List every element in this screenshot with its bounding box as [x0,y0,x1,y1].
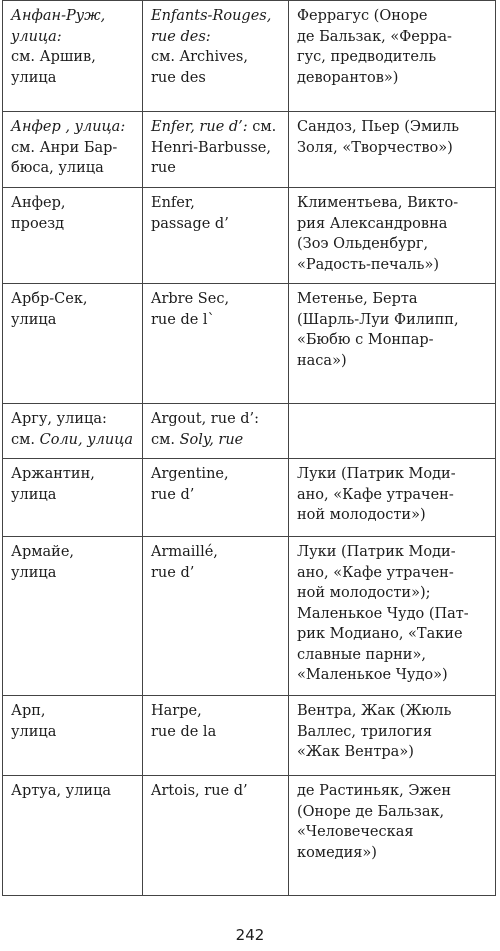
cell-line [11,6,137,27]
text-segment: улица [11,311,57,328]
french-street-name-cell [143,112,289,188]
text-segment: Арп, [11,703,46,719]
cell-line: Метенье, Берта [297,291,418,307]
cell-line [151,193,283,214]
text-segment: Arbre Sec, [151,291,230,307]
cell-line [11,409,137,430]
french-street-name-cell [143,284,289,404]
cell-line: «Человеческая [297,824,414,840]
cell-line: гус, предводитель [297,49,437,65]
cell-line [151,68,283,89]
text-segment: Армайе, [11,544,75,560]
table-row [3,776,496,896]
cell-line [11,289,137,310]
table-row [3,112,496,188]
table-row [3,1,496,112]
cell-line [151,464,283,485]
cell-line [151,6,283,27]
french-street-name-cell [143,1,289,112]
table-row [3,459,496,537]
russian-street-name-cell [3,776,143,896]
cell-line: ано, «Кафе утрачен- [297,564,454,581]
russian-street-name-cell [3,284,143,404]
character-reference-cell [289,1,496,112]
text-segment: см. Аршив, [11,49,96,65]
character-reference-cell [289,284,496,404]
cell-line [11,464,137,485]
table-row [3,537,496,696]
text-segment: бюса, улица [11,160,104,176]
text-segment: улица: [11,28,62,45]
text-segment: passage d’ [151,215,229,232]
text-segment: см. [11,431,40,448]
cell-line [11,158,137,179]
cell-line: Луки (Патрик Моди- [297,466,456,482]
cell-line: деворантов») [297,69,399,86]
text-segment: улица [11,486,57,503]
cell-line: (Оноре де Бальзак, [297,803,445,820]
text-segment: улица [11,69,57,86]
cell-line: славные парни», [297,646,426,663]
russian-street-name-cell [3,1,143,112]
cell-line: «Маленькое Чудо») [297,667,448,683]
text-segment: Harpe, [151,703,202,719]
cell-line [151,47,283,68]
french-street-name-cell [143,776,289,896]
character-reference-cell [289,188,496,284]
text-segment: Аргу, улица: [11,411,107,427]
cell-line: Вентра, Жак (Жюль [297,703,452,719]
character-reference-cell [289,776,496,896]
text-segment: rue de la [151,723,217,740]
cell-line [151,214,283,235]
text-segment: Арбр-Сек, [11,291,88,307]
cell-line [11,781,137,802]
text-segment: Соли, улица [39,431,133,448]
character-reference-cell [289,404,496,459]
character-reference-cell [289,537,496,696]
text-segment: Аржантин, [11,466,95,482]
cell-line: Феррагус (Оноре [297,8,428,24]
russian-street-name-cell [3,404,143,459]
cell-line [11,117,137,138]
cell-line: ано, «Кафе утрачен- [297,486,454,503]
cell-line: «Радость-печаль») [297,256,439,273]
text-segment: rue d’ [151,564,195,581]
street-index-table [2,0,496,896]
text-segment: Argout, rue d’: [151,411,260,427]
text-segment: rue de l` [151,311,215,328]
street-index-table-wrapper [2,0,495,896]
cell-line: «Бюбю с Монпар- [297,332,434,348]
french-street-name-cell [143,188,289,284]
text-segment: Анфер, [11,195,66,211]
russian-street-name-cell [3,459,143,537]
text-segment: Enfer, rue d’: [151,119,248,135]
table-body [3,1,496,896]
french-street-name-cell [143,696,289,776]
cell-line: Сандоз, Пьер (Эмиль [297,119,459,135]
russian-street-name-cell [3,112,143,188]
text-segment: rue d’ [151,486,195,503]
cell-line [151,310,283,331]
russian-street-name-cell [3,537,143,696]
cell-line [151,409,283,430]
cell-line [151,138,283,159]
russian-street-name-cell [3,696,143,776]
cell-line: де Бальзак, «Ферра- [297,28,452,45]
character-reference-cell [289,112,496,188]
text-segment: Анфер , улица: [11,119,126,135]
text-segment: см. [151,431,180,448]
text-segment: см. [247,119,277,135]
cell-line [11,68,137,89]
cell-line: рия Александровна [297,215,448,232]
text-segment: Henri-Barbusse, [151,139,271,156]
text-segment: улица [11,723,57,740]
text-segment: см. Archives, [151,49,248,65]
cell-line [11,310,137,331]
cell-line [11,563,137,584]
text-segment: Soly, rue [179,431,244,448]
text-segment: Enfants-Rouges, [151,8,272,24]
cell-line [11,722,137,743]
cell-line: Климентьева, Викто- [297,195,459,211]
cell-line [151,563,283,584]
cell-line: наса») [297,352,347,369]
cell-line [151,289,283,310]
cell-line [151,781,283,802]
french-street-name-cell [143,459,289,537]
cell-line [151,701,283,722]
cell-line [151,117,283,138]
cell-line [151,430,283,451]
cell-line [11,47,137,68]
page-number: 242 [235,926,265,944]
cell-line [151,722,283,743]
cell-line [11,193,137,214]
table-row [3,696,496,776]
cell-line: (Шарль-Луи Филипп, [297,311,459,328]
text-segment: Анфан-Руж, [11,8,106,24]
text-segment: Artois, rue d’ [151,783,248,799]
text-segment: см. Анри Бар- [11,139,118,156]
cell-line [151,27,283,48]
cell-line: (Зоэ Ольденбург, [297,236,429,252]
text-segment: проезд [11,215,65,232]
cell-line [151,485,283,506]
russian-street-name-cell [3,188,143,284]
cell-line [11,542,137,563]
cell-line: комедия») [297,844,377,861]
cell-line [11,430,137,451]
cell-line [11,701,137,722]
cell-line: «Жак Вентра») [297,744,414,760]
cell-line [11,27,137,48]
cell-line [151,542,283,563]
cell-line: де Растиньяк, Эжен [297,783,451,799]
cell-line [11,485,137,506]
text-segment: rue des: [151,28,211,45]
cell-line: ной молодости») [297,507,426,523]
cell-line: Валлес, трилогия [297,723,432,740]
french-street-name-cell [143,537,289,696]
text-segment: Armaillé, [151,544,218,560]
cell-line [11,138,137,159]
french-street-name-cell [143,404,289,459]
table-row [3,188,496,284]
cell-line: ной молодости»); [297,585,431,601]
text-segment: rue des [151,69,206,86]
text-segment: Артуа, улица [11,783,112,799]
table-row [3,404,496,459]
table-row [3,284,496,404]
cell-line: Маленькое Чудо (Пат- [297,605,469,622]
character-reference-cell [289,696,496,776]
cell-line: рик Модиано, «Такие [297,626,463,642]
cell-line [151,158,283,179]
cell-line [11,214,137,235]
text-segment: Enfer, [151,195,195,211]
text-segment: Argentine, [151,466,229,482]
cell-line: Луки (Патрик Моди- [297,544,456,560]
text-segment: улица [11,564,57,581]
cell-line: Золя, «Творчество») [297,139,453,156]
character-reference-cell [289,459,496,537]
text-segment: rue [151,160,176,176]
